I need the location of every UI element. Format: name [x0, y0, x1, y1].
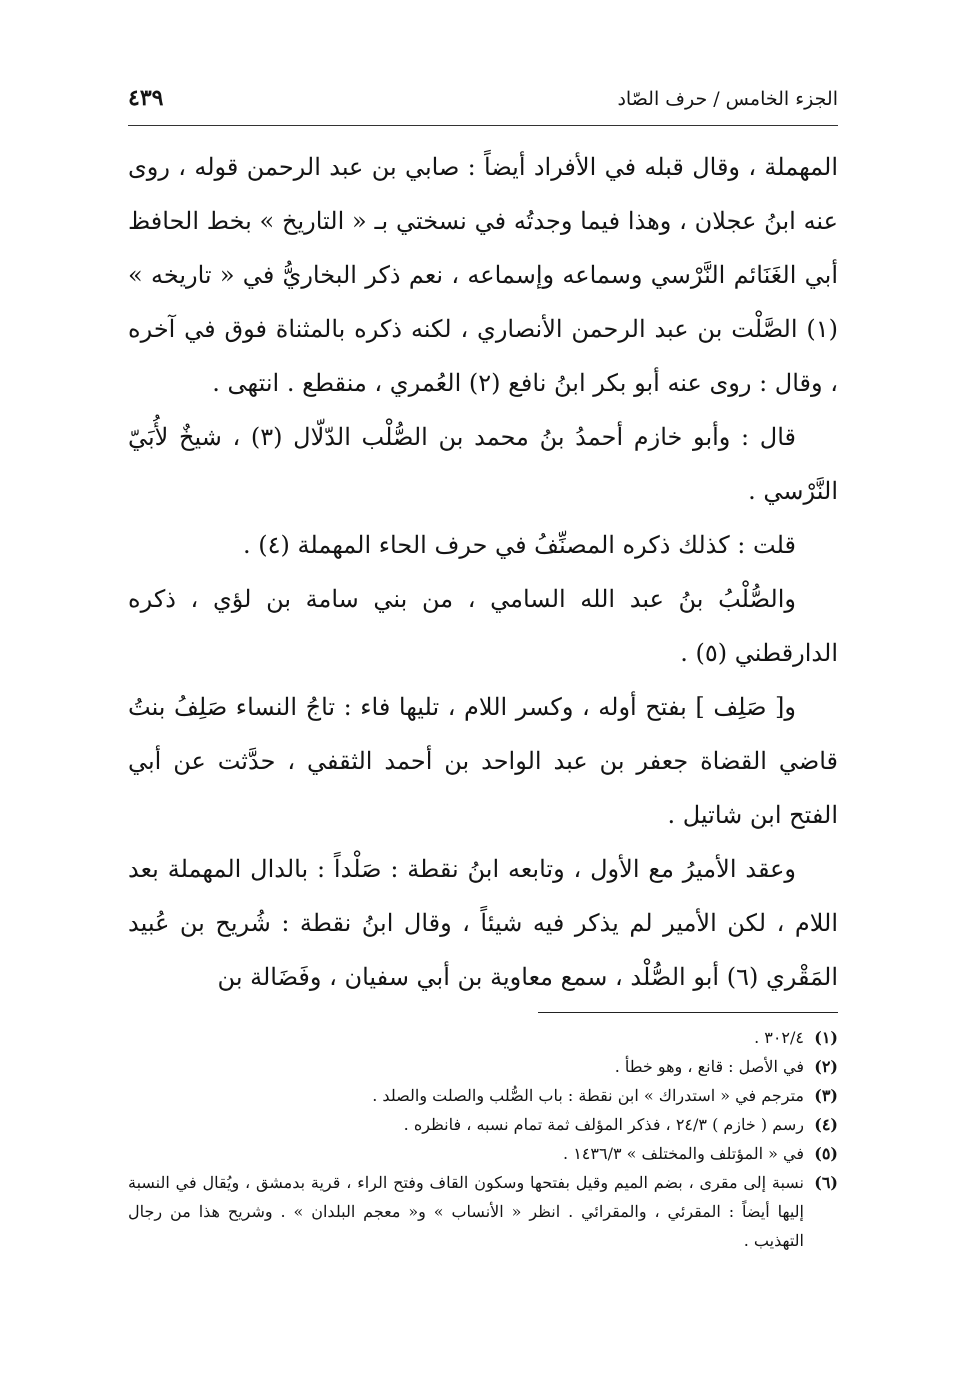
- main-text: [128, 140, 838, 1004]
- footnote-number: (٢): [814, 1057, 838, 1076]
- footnote-number: (١): [814, 1028, 838, 1047]
- book-page: [128, 85, 838, 1315]
- footnote: [128, 1052, 838, 1081]
- footnote-text: نسبة إلى مقرى ، بضم الميم وقيل بفتحها وسكون القاف وفتح الراء ، قرية بدمشق ، ويُقال في النسبة إليها أيضاً : المقرئي ، والمقرائي . انظر « الأنساب » و« معجم البلدان » . وشريح هذا من رجال التهذيب .: [128, 1173, 804, 1250]
- footnote-number: (٦): [814, 1173, 838, 1192]
- footnote-divider: [538, 1012, 838, 1013]
- paragraph: قال : وأبو خازم أحمدُ بنُ محمد بن الصُّلْب الدّلّال (٣) ، شيخٌ لأُبَيّ النَّرْسي .: [128, 423, 838, 505]
- footnote: [128, 1168, 838, 1255]
- paragraph: المهملة ، وقال قبله في الأفراد أيضاً : صابي بن عبد الرحمن قوله ، روى عنه ابنُ عجلان ، وهذا فيما وجدتُه في نسختي بـ « التاريخ » بخط الحافظ أبي الغَنَائم النَّرْسي وسماعه وإسماعه ، نعم ذكر البخاريُّ في « تاريخه » (١) الصَّلْت بن عبد الرحمن الأنصاري ، لكنه ذكره بالمثناة فوق في آخره ، وقال : روى عنه أبو بكر ابنُ نافع (٢) العُمري ، منقطع . انتهى .: [128, 153, 838, 397]
- page-number: ٤٣٩: [128, 85, 164, 111]
- footnote-number: (٤): [814, 1115, 838, 1134]
- footnote-number: (٥): [814, 1144, 838, 1163]
- footnote: [128, 1139, 838, 1168]
- footnote: [128, 1081, 838, 1110]
- paragraph: و[ صَلِف ] بفتح أوله ، وكسر اللام ، تليها فاء : تاجُ النساء صَلِفُ بنتُ قاضي القضاة جعفر بن عبد الواحد بن أحمد الثقفي ، حدَّثت عن أبي الفتح ابن شاتيل .: [128, 693, 838, 829]
- paragraph: قلت : كذلك ذكره المصنِّفُ في حرف الحاء المهملة (٤) .: [243, 531, 796, 559]
- footnote: [128, 1023, 838, 1052]
- running-header: [128, 85, 838, 126]
- paragraph: وعقد الأميرُ مع الأول ، وتابعه ابنُ نقطة : صَلْداً : بالدال المهملة بعد اللام ، لكن الأمير لم يذكر فيه شيئاً ، وقال ابنُ نقطة : شُريح بن عُبيد المَقْري (٦) أبو الصُّلْد ، سمع معاوية بن أبي سفيان ، وفَضَالة بن: [128, 855, 838, 991]
- paragraph: والصُّلْبُ بنُ عبد الله السامي ، من بني سامة بن لؤي ، ذكره الدارقطني (٥) .: [128, 585, 838, 667]
- footnotes: [128, 1023, 838, 1255]
- footnote-number: (٣): [814, 1086, 838, 1105]
- footnote-text: في « المؤتلف والمختلف » ١٤٣٦/٣ .: [563, 1144, 804, 1163]
- footnote-text: ٣٠٢/٤ .: [754, 1028, 804, 1047]
- footnote-text: رسم ( خازم ) ٢٤/٣ ، فذكر المؤلف ثمة تمام نسبه ، فانظره .: [403, 1115, 804, 1134]
- footnote: [128, 1110, 838, 1139]
- footnote-text: مترجم في « استدراك » ابن نقطة : باب الصُّلب والصلت والصلد .: [372, 1086, 804, 1105]
- footnote-text: في الأصل : قانع ، وهو خطأ .: [614, 1057, 804, 1076]
- chapter-title: الجزء الخامس / حرف الصّاد: [617, 88, 838, 110]
